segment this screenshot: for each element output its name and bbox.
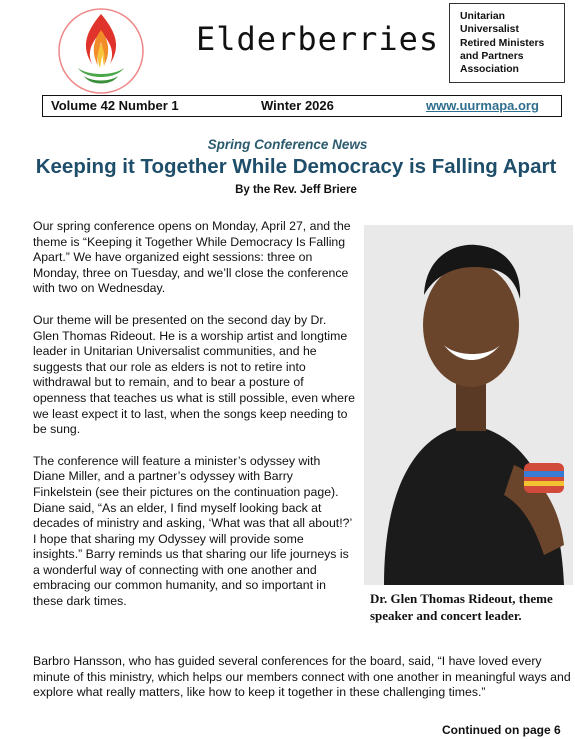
organization-line: and Partners: [460, 50, 524, 62]
organization-line: Unitarian: [460, 11, 506, 22]
section-kicker: Spring Conference News: [207, 137, 368, 152]
article-paragraph: The conference will feature a minister’s odyssey with Diane Miller, and a partner’s odyssey with Barry Finkelstein (see their pictures on the continuation page). Diane said, “As an elder, I find myself looking back at decades of ministry and asking, ‘What was that all about!?’ I hope that sharing my Odyssey will provide some insights.” Barry reminds us that sharing our life journeys is a wonderful way of connecting with one another and embracing our common humanity, and so important in these dark times.: [33, 453, 352, 609]
organization-line: Retired Ministers: [460, 37, 545, 49]
organization-line: Universalist: [460, 24, 519, 36]
article-paragraph: Our spring conference opens on Monday, April 27, and the theme is “Keeping it Together While Democracy Is Falling Apart.” We have organized eight sessions: three on Monday, three on Tuesday, and we’ll close the conference with two on Wednesday.: [33, 219, 351, 296]
article-headline: Keeping it Together While Democracy is Falling Apart: [35, 155, 557, 178]
flaming-chalice-logo-icon: [54, 6, 148, 96]
article-paragraph: Our theme will be presented on the second day by Dr. Glen Thomas Rideout. He is a worship artist and longtime leader in Unitarian Universalist communities, and he suggests that our role as elders is not to retire into withdrawal but to remain, and to bear a posture of openness that teaches us what is still possible, even where we least expect it to last, when the songs keep needing to be sung.: [33, 312, 355, 437]
issue-info-bar: [42, 95, 562, 117]
article-body: [33, 219, 355, 626]
speaker-photo: [364, 225, 573, 585]
organization-box: [449, 3, 565, 83]
volume-number: Volume 42 Number 1: [51, 98, 179, 113]
website-link[interactable]: www.uurmapa.org: [426, 98, 539, 113]
continued-notice: Continued on page 6: [442, 723, 561, 737]
article-paragraph: Barbro Hansson, who has guided several conferences for the board, said, “I have loved every minute of this ministry, which helps our members connect with one another in meaningful ways and explore what really matters, like how to keep it together in these challenging times.”: [33, 654, 571, 700]
issue-season: Winter 2026: [261, 98, 334, 113]
organization-line: Association: [460, 64, 519, 76]
article-byline: By the Rev. Jeff Briere: [235, 184, 357, 196]
photo-caption: Dr. Glen Thomas Rideout, theme speaker and concert leader.: [370, 591, 553, 623]
newsletter-title: Elderberries: [196, 20, 440, 58]
